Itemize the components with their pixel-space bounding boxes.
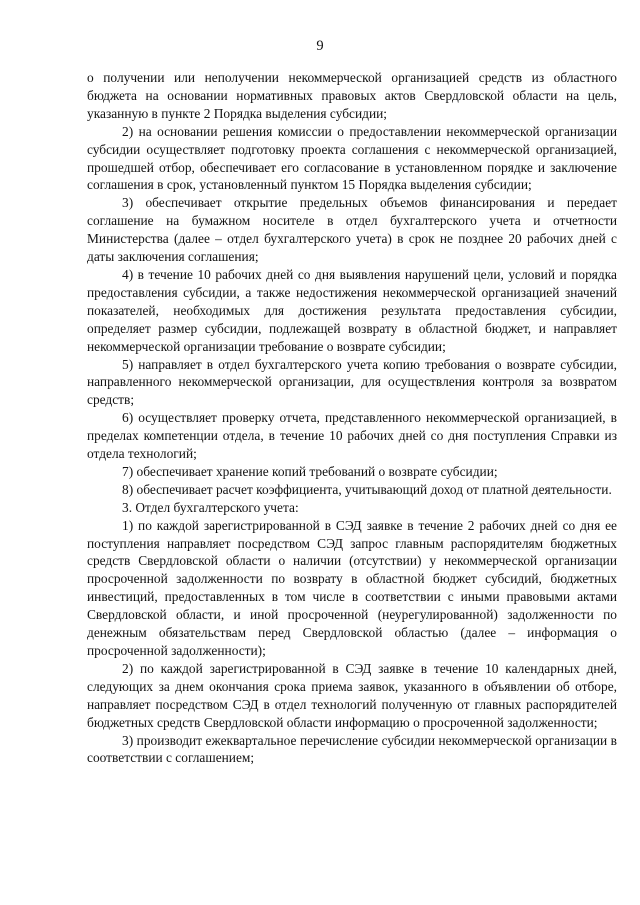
- paragraph: 2) на основании решения комиссии о предоставлении некоммерческой организации субсидии осуществляет подготовку проекта соглашения с некоммерческой организацией, прошедшей отбор, обеспечивает его согласование в установленном порядке и заключение соглашения в срок, установленный пунктом 15 Порядка выделения субсидии;: [87, 123, 617, 193]
- document-text: [87, 69, 617, 767]
- paragraph: 8) обеспечивает расчет коэффициента, учитывающий доход от платной деятельности.: [122, 481, 612, 497]
- paragraph: 4) в течение 10 рабочих дней со дня выявления нарушений цели, условий и порядка предоставления субсидии, а также недостижения некоммерческой организацией значений показателей, необходимых для достижения результата предоставления субсидии, определяет размер субсидии, подлежащей возврату в областной бюджет, и направляет некоммерческой организации требование о возврате субсидии;: [87, 266, 617, 354]
- paragraph: 5) направляет в отдел бухгалтерского учета копию требования о возврате субсидии, направленного некоммерческой организации, для осуществления контроля за возвратом средств;: [87, 356, 617, 408]
- paragraph: 1) по каждой зарегистрированной в СЭД заявке в течение 2 рабочих дней со дня ее поступления направляет посредством СЭД запрос главным распорядителям бюджетных средств Свердловской области о наличии (отсутствии) у некоммерческой организации просроченной задолженности по возврату в областной бюджет субсидий, бюджетных инвестиций, предоставленных в том числе в соответствии с иными правовыми актами Свердловской области, и иной просроченной (неурегулированной) задолженности по денежным обязательствам перед Свердловской областью (далее – информация о просроченной задолженности);: [87, 517, 617, 658]
- paragraph: 2) по каждой зарегистрированной в СЭД заявке в течение 10 календарных дней, следующих за днем окончания срока приема заявок, указанного в объявлении об отборе, направляет посредством СЭД в отдел технологий полученную от главных распорядителей бюджетных средств Свердловской области информацию о просроченной задолженности;: [87, 660, 617, 730]
- paragraph: 7) обеспечивает хранение копий требований о возврате субсидии;: [122, 463, 498, 479]
- paragraph: 3) обеспечивает открытие предельных объемов финансирования и передает соглашение на бумажном носителе в отдел бухгалтерского учета и отчетности Министерства (далее – отдел бухгалтерского учета) в срок не позднее 20 рабочих дней с даты заключения соглашения;: [87, 195, 617, 265]
- paragraph: о получении или неполучении некоммерческой организацией средств из областного бюджета на основании нормативных правовых актов Свердловской области на цель, указанную в пункте 2 Порядка выделения субсидии;: [87, 70, 617, 121]
- page-number: 9: [316, 38, 324, 54]
- paragraph: 3) производит ежеквартальное перечисление субсидии некоммерческой организации в соответствии с соглашением;: [87, 732, 617, 766]
- section-heading: 3. Отдел бухгалтерского учета:: [122, 499, 299, 515]
- paragraph: 6) осуществляет проверку отчета, представленного некоммерческой организацией, в пределах компетенции отдела, в течение 10 рабочих дней со дня поступления Справки из отдела технологий;: [87, 410, 617, 462]
